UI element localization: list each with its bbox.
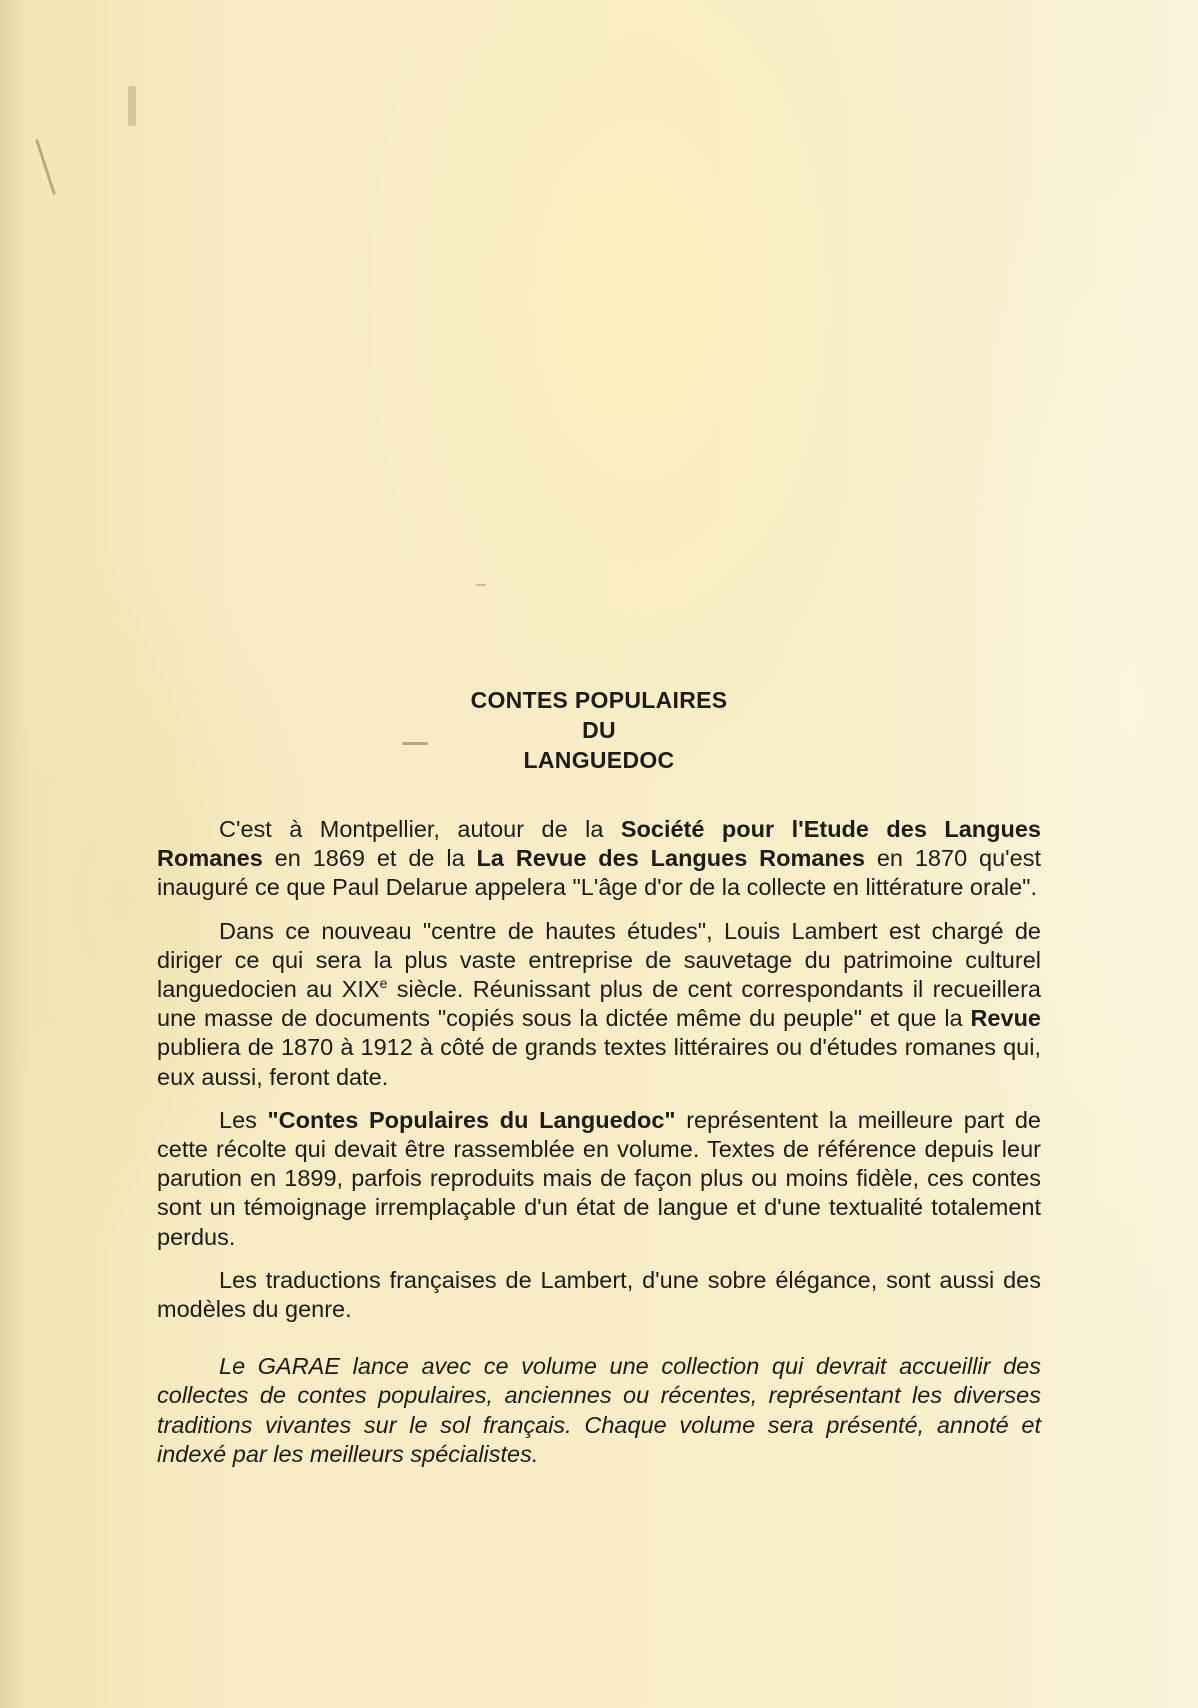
ink-speck — [128, 86, 136, 126]
p5-text-1: Le GARAE lance avec ce volume une collection qui devrait accueillir des collectes de contes populaires, anciennes ou récentes, représentant les diverses traditions vivantes sur le sol français. Chaque volume sera présenté, annoté et indexé par les meilleurs spécialistes. — [157, 1353, 1041, 1467]
p2-text-1: Dans ce nouveau "centre de hautes études", Louis Lambert est chargé de diriger ce qui sera la plus vaste entreprise de sauvetage du patrimoine culturel languedocien au XIX — [157, 917, 1041, 1003]
paragraph-4 — [157, 1266, 1041, 1324]
ink-speck — [35, 139, 56, 195]
title-line-3: LANGUEDOC — [523, 747, 675, 773]
title-line-2: DU — [582, 717, 616, 743]
p3-text-2: représentent la meilleure part de cette récolte qui devait être rassemblée en volume. Textes de référence depuis leur parution en 1899, parfois reproduits mais de façon plus ou moins fidèle, ces contes sont un témoignage irremplaçable d'un état de langue et d'une textualité totalement perdus. — [157, 1106, 1041, 1250]
paragraph-2 — [157, 917, 1041, 1092]
article — [157, 685, 1041, 1469]
paragraph-1 — [157, 815, 1041, 903]
paper-left-edge — [0, 0, 28, 1708]
p3-bold-1: "Contes Populaires du Languedoc" — [267, 1106, 676, 1133]
p2-bold-1: Revue — [970, 1005, 1041, 1032]
paragraph-5-italic — [157, 1352, 1041, 1469]
paragraph-3 — [157, 1106, 1041, 1252]
p1-text-3: en 1870 qu'est inauguré ce que Paul Delarue appelera "L'âge d'or de la collecte en littérature orale". — [157, 845, 1041, 901]
p4-text-1: Les traductions françaises de Lambert, d'une sobre élégance, sont aussi des modèles du genre. — [157, 1266, 1041, 1323]
p1-text-1: C'est à Montpellier, autour de la — [219, 816, 621, 842]
p2-text-2: siècle. Réunissant plus de cent correspondants il recueillera une masse de documents "copiés sous la dictée même du peuple" et que la — [157, 976, 1041, 1032]
title-line-1: CONTES POPULAIRES — [470, 687, 728, 713]
document-title — [157, 685, 1041, 775]
p1-text-2: en 1869 et de la — [262, 845, 477, 872]
p3-text-1: Les — [219, 1106, 268, 1133]
p1-bold-2: La Revue des Langues Romanes — [476, 845, 865, 872]
p2-superscript: e — [379, 975, 388, 992]
p1-bold-1: Société pour l'Etude des Langues Romanes — [157, 816, 1042, 872]
ink-speck — [476, 584, 486, 586]
p2-text-3: publiera de 1870 à 1912 à côté de grands textes littéraires ou d'études romanes qui, eux aussi, feront date. — [157, 1034, 1041, 1090]
